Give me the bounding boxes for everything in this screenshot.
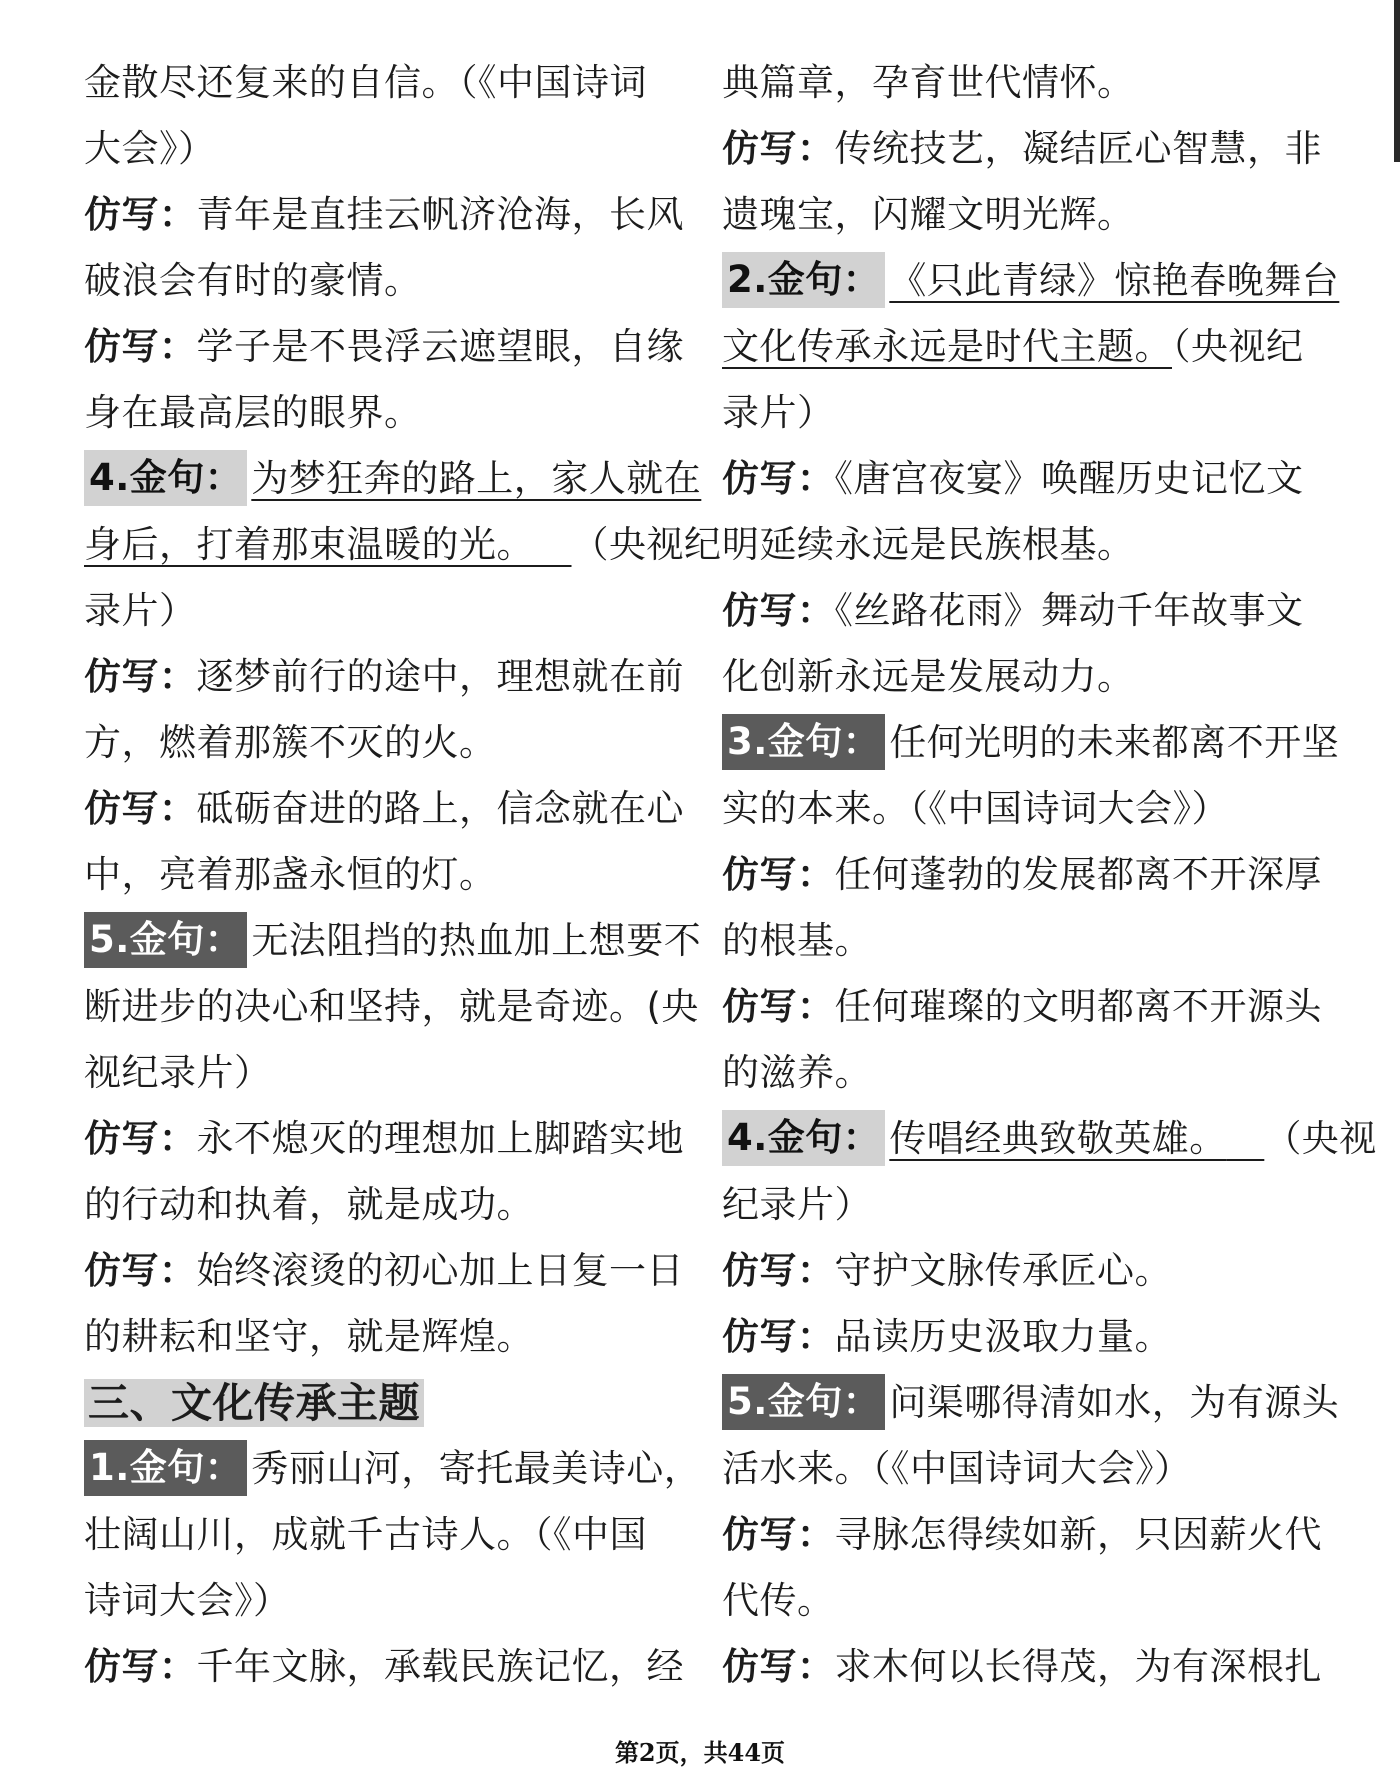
text-line: 纪录片） <box>722 1183 872 1226</box>
golden-quote-tag: 4.金句： <box>84 450 247 506</box>
imitation-line <box>84 776 684 842</box>
imitation-text: 学子是不畏浮云遮望眼，自缘 <box>196 325 684 368</box>
imitation-text: 砥砺奋进的路上，信念就在心 <box>196 787 684 830</box>
imitation-label: 仿写： <box>722 853 835 896</box>
text-line <box>84 512 722 578</box>
imitation-line <box>722 1238 1322 1304</box>
imitation-line <box>84 182 684 248</box>
left-column <box>84 50 722 1700</box>
quote-text: 任何光明的未来都离不开坚 <box>889 721 1340 764</box>
text-line: 遗瑰宝，闪耀文明光辉。 <box>722 193 1135 236</box>
imitation-label: 仿写： <box>722 1315 835 1358</box>
imitation-line <box>722 116 1322 182</box>
text-line: 诗词大会》） <box>84 1579 291 1622</box>
imitation-label: 仿写： <box>84 325 197 368</box>
imitation-text: 始终滚烫的初心加上日复一日 <box>196 1249 684 1292</box>
text-line: 金散尽还复来的自信。（《中国诗词 <box>84 61 647 104</box>
underline-gap <box>1227 1117 1265 1160</box>
imitation-line <box>84 1106 684 1172</box>
imitation-label: 仿写： <box>722 127 835 170</box>
imitation-line <box>722 578 1322 644</box>
text-line: 的滋养。 <box>722 1051 872 1094</box>
imitation-line <box>722 1502 1322 1568</box>
underline-gap <box>534 523 572 566</box>
imitation-label: 仿写： <box>722 589 835 632</box>
golden-quote-line <box>722 1106 1377 1172</box>
text-line: 录片） <box>84 589 197 632</box>
quote-source: （央视纪 <box>1172 325 1304 368</box>
golden-quote-tag: 4.金句： <box>722 1110 885 1166</box>
text-line: 身在最高层的眼界。 <box>84 391 422 434</box>
text-line: 活水来。（《中国诗词大会》） <box>722 1447 1192 1490</box>
text-line: 化创新永远是发展动力。 <box>722 655 1135 698</box>
imitation-text: 逐梦前行的途中，理想就在前 <box>196 655 684 698</box>
quote-source: （央视 <box>1264 1117 1377 1160</box>
imitation-text: 任何蓬勃的发展都离不开深厚 <box>834 853 1322 896</box>
golden-quote-line <box>84 1436 702 1502</box>
text-line: 明延续永远是民族根基。 <box>722 523 1135 566</box>
text-line: 中，亮着那盏永恒的灯。 <box>84 853 497 896</box>
text-line: 视纪录片） <box>84 1051 272 1094</box>
text-line <box>722 314 1322 380</box>
imitation-label: 仿写： <box>84 1645 197 1688</box>
imitation-label: 仿写： <box>722 457 835 500</box>
section-heading <box>84 1370 684 1436</box>
imitation-label: 仿写： <box>84 193 197 236</box>
text-line: 代传。 <box>722 1579 835 1622</box>
imitation-text: 守护文脉传承匠心。 <box>834 1249 1172 1292</box>
golden-quote-line <box>722 248 1340 314</box>
underlined-quote: 《只此青绿》惊艳春晚舞台 <box>889 259 1340 302</box>
imitation-text: 青年是直挂云帆济沧海，长风 <box>196 193 684 236</box>
text-line: 破浪会有时的豪情。 <box>84 259 422 302</box>
text-line: 的根基。 <box>722 919 872 962</box>
golden-quote-line <box>84 908 702 974</box>
imitation-line <box>722 842 1322 908</box>
imitation-text: 任何璀璨的文明都离不开源头 <box>834 985 1322 1028</box>
imitation-label: 仿写： <box>722 985 835 1028</box>
imitation-line <box>84 644 684 710</box>
quote-text: 秀丽山河，寄托最美诗心， <box>251 1447 702 1490</box>
text-line: 的行动和执着，就是成功。 <box>84 1183 534 1226</box>
imitation-text: 永不熄灭的理想加上脚踏实地 <box>196 1117 684 1160</box>
golden-quote-tag: 1.金句： <box>84 1440 247 1496</box>
text-line: 录片） <box>722 391 835 434</box>
quote-text: 问渠哪得清如水，为有源头 <box>889 1381 1340 1424</box>
right-column <box>722 50 1377 1700</box>
text-line: 断进步的决心和坚持，就是奇迹。(央 <box>84 985 699 1028</box>
imitation-label: 仿写： <box>84 787 197 830</box>
quote-source: （央视纪 <box>571 523 722 566</box>
imitation-line <box>84 1238 684 1304</box>
golden-quote-tag: 2.金句： <box>722 252 885 308</box>
imitation-line <box>722 1634 1322 1700</box>
imitation-line <box>722 446 1322 512</box>
imitation-label: 仿写： <box>722 1513 835 1556</box>
underlined-quote: 为梦狂奔的路上，家人就在 <box>251 457 702 500</box>
imitation-label: 仿写： <box>722 1249 835 1292</box>
text-line: 实的本来。（《中国诗词大会》） <box>722 787 1229 830</box>
underlined-quote: 传唱经典致敬英雄。 <box>889 1117 1227 1160</box>
golden-quote-line <box>722 710 1340 776</box>
imitation-label: 仿写： <box>84 1249 197 1292</box>
imitation-text: 《丝路花雨》舞动千年故事文 <box>834 589 1304 632</box>
golden-quote-tag: 5.金句： <box>84 912 247 968</box>
page-footer: 第2页，共44页 <box>614 1738 786 1767</box>
imitation-line <box>84 1634 684 1700</box>
imitation-text: 求木何以长得茂，为有深根扎 <box>834 1645 1322 1688</box>
underlined-quote: 文化传承永远是时代主题。 <box>722 325 1172 368</box>
imitation-line <box>84 314 684 380</box>
imitation-label: 仿写： <box>84 655 197 698</box>
text-line: 大会》） <box>84 127 216 170</box>
imitation-text: 《唐宫夜宴》唤醒历史记忆文 <box>834 457 1304 500</box>
text-line: 壮阔山川，成就千古诗人。（《中国 <box>84 1513 647 1556</box>
imitation-text: 品读历史汲取力量。 <box>834 1315 1172 1358</box>
scrollbar[interactable] <box>1394 0 1400 162</box>
imitation-text: 传统技艺，凝结匠心智慧，非 <box>834 127 1322 170</box>
golden-quote-line <box>722 1370 1340 1436</box>
underlined-quote: 身后，打着那束温暖的光。 <box>84 523 534 566</box>
imitation-label: 仿写： <box>722 1645 835 1688</box>
quote-text: 无法阻挡的热血加上想要不 <box>251 919 702 962</box>
imitation-line <box>722 974 1322 1040</box>
text-line: 典篇章，孕育世代情怀。 <box>722 61 1135 104</box>
imitation-line <box>722 1304 1322 1370</box>
section-heading-text: 三、文化传承主题 <box>84 1379 424 1427</box>
imitation-text: 千年文脉，承载民族记忆，经 <box>196 1645 684 1688</box>
golden-quote-tag: 3.金句： <box>722 714 885 770</box>
text-line: 的耕耘和坚守，就是辉煌。 <box>84 1315 534 1358</box>
golden-quote-tag: 5.金句： <box>722 1374 885 1430</box>
golden-quote-line <box>84 446 702 512</box>
text-line: 方，燃着那簇不灭的火。 <box>84 721 497 764</box>
imitation-label: 仿写： <box>84 1117 197 1160</box>
imitation-text: 寻脉怎得续如新，只因薪火代 <box>834 1513 1322 1556</box>
